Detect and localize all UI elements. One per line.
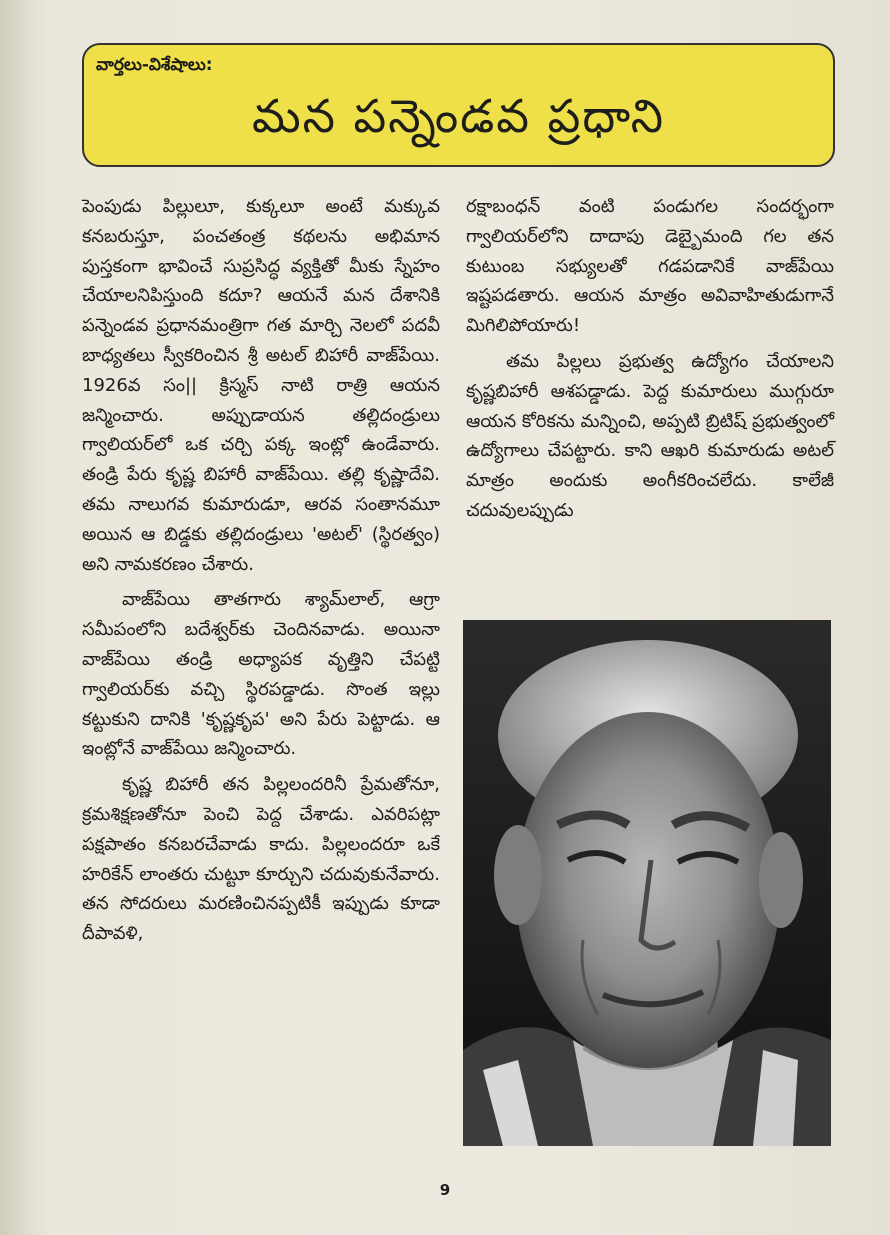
paragraph: రక్షాబంధన్ వంటి పండుగల సందర్భంగా గ్వాలియర్‌లోని దాదాపు డెబ్బైమంది గల తన కుటుంబ సభ్యులతో గడపడానికే వాజ్‌పేయి ఇష్టపడతారు. ఆయన మాత్రం అవివాహితుడుగానే మిగిలిపోయారు!	[466, 196, 834, 337]
page-spine-shadow	[0, 0, 30, 1235]
paragraph: తమ పిల్లలు ప్రభుత్వ ఉద్యోగం చేయాలని కృష్ణబిహారీ ఆశపడ్డాడు. పెద్ద కుమారులు ముగ్గురూ ఆయన కోరికను మన్నించి, అప్పటి బ్రిటిష్ ప్రభుత్వంలో ఉద్యోగాలు చేపట్టారు. కాని ఆఖరి కుమారుడు అటల్ మాత్రం అందుకు అంగీకరించలేదు. కాలేజీ చదువులప్పుడు	[466, 350, 834, 521]
paragraph: పెంపుడు పిల్లులూ, కుక్కలూ అంటే మక్కువ కనబరుస్తూ, పంచతంత్ర కథలను అభిమాన పుస్తకంగా భావించే సుప్రసిద్ధ వ్యక్తితో మీకు స్నేహం చేయాలనిపిస్తుంది కదూ? ఆయనే మన దేశానికి పన్నెండవ ప్రధానమంత్రిగా గత మార్చి నెలలో పదవీ బాధ్యతలు స్వీకరించిన శ్రీ అటల్ బిహారీ వాజ్‌పేయి. 1926వ సం|| క్రిస్మస్ నాటి రాత్రి ఆయన జన్మించారు. అప్పుడాయన తల్లిదండ్రులు గ్వాలియర్‌లో ఒక చర్చి పక్క ఇంట్లో ఉండేవారు. తండ్రి పేరు కృష్ణ బిహారీ వాజ్‌పేయి. తల్లి కృష్ణాదేవి. తమ నాలుగవ కుమారుడూ, ఆరవ సంతానమూ అయిన ఆ బిడ్డకు తల్లిదండ్రులు 'అటల్' (స్థిరత్వం) అని నామకరణం చేశారు.	[82, 196, 440, 575]
page-number: 9	[439, 1181, 451, 1199]
section-label: వార్తలు-విశేషాలు:	[96, 55, 213, 75]
portrait-photo	[463, 620, 831, 1146]
title-banner	[82, 43, 835, 167]
right-column	[466, 192, 834, 532]
left-column	[82, 192, 440, 955]
paragraph: కృష్ణ బిహారీ తన పిల్లలందరినీ ప్రేమతోనూ, క్రమశిక్షణతోనూ పెంచి పెద్ద చేశాడు. ఎవరిపట్లా పక్షపాతం కనబరచేవాడు కాదు. పిల్లలందరూ ఒకే హరికేన్ లాంతరు చుట్టూ కూర్చుని చదువుకునేవారు. తన సోదరులు మరణించినప్పటికీ ఇప్పుడు కూడా దీపావళి,	[82, 774, 440, 945]
paragraph: వాజ్‌పేయి తాతగారు శ్యామ్‌లాల్, ఆగ్రా సమీపంలోని బదేశ్వర్‌కు చెందినవాడు. అయినా వాజ్‌పేయి తండ్రి అధ్యాపక వృత్తిని చేపట్టి గ్వాలియర్‌కు వచ్చి స్థిరపడ్డాడు. సొంత ఇల్లు కట్టుకుని దానికి 'కృష్ణకృప' అని పేరు పెట్టాడు. ఆ ఇంట్లోనే వాజ్‌పేయి జన్మించారు.	[82, 589, 440, 760]
portrait-illustration	[463, 620, 831, 1146]
article-title: మన పన్నెండవ ప్రధాని	[251, 89, 666, 143]
